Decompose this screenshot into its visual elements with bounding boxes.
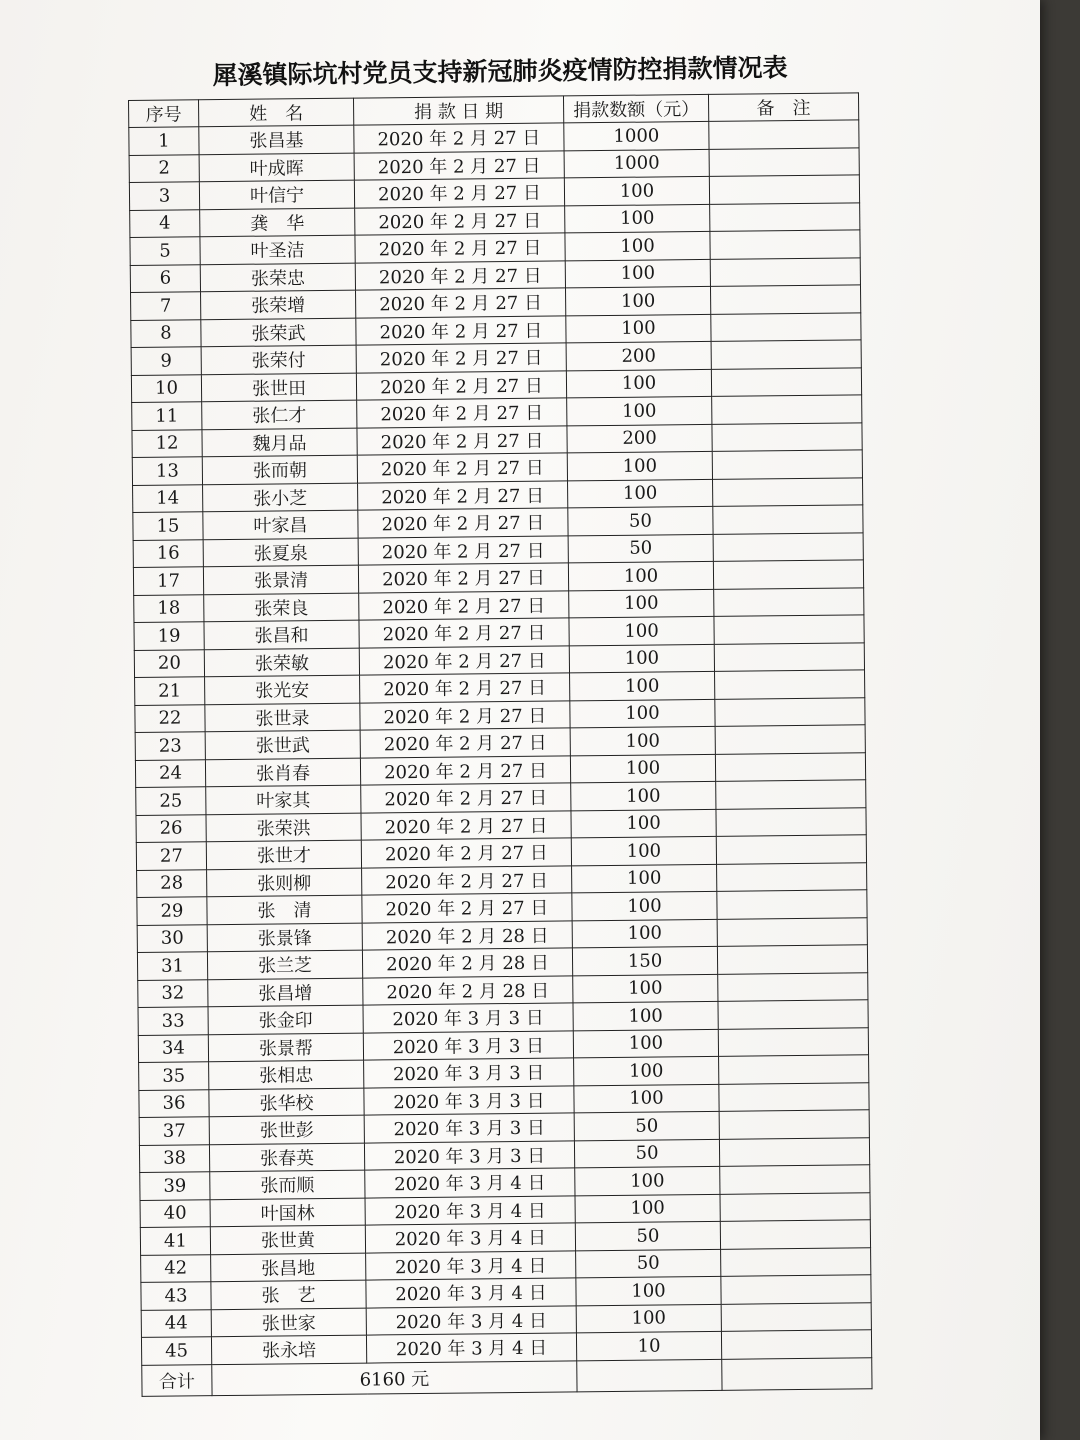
cell-index: 24 <box>135 759 205 787</box>
cell-note <box>717 917 867 946</box>
cell-index: 28 <box>137 869 207 897</box>
cell-date: 2020 年 3 月 4 日 <box>366 1305 576 1335</box>
cell-date: 2020 年 2 月 28 日 <box>362 948 572 978</box>
cell-name: 张景锋 <box>207 923 362 952</box>
cell-index: 27 <box>136 842 206 870</box>
cell-amount: 100 <box>571 781 716 810</box>
cell-date: 2020 年 2 月 27 日 <box>358 508 568 538</box>
cell-index: 37 <box>139 1117 209 1145</box>
cell-index: 44 <box>141 1309 211 1337</box>
cell-note <box>715 670 865 699</box>
cell-index: 20 <box>134 649 204 677</box>
cell-amount: 100 <box>570 671 715 700</box>
total-amount-blank <box>577 1359 722 1392</box>
cell-amount: 100 <box>569 616 714 645</box>
cell-amount: 100 <box>572 864 717 893</box>
cell-note <box>719 1055 869 1084</box>
cell-amount: 100 <box>570 726 715 755</box>
cell-date: 2020 年 2 月 27 日 <box>355 205 565 235</box>
cell-date: 2020 年 2 月 27 日 <box>360 673 570 703</box>
header-name: 姓 名 <box>199 98 354 127</box>
cell-note <box>715 752 865 781</box>
cell-index: 12 <box>132 429 202 457</box>
cell-date: 2020 年 3 月 3 日 <box>364 1113 574 1143</box>
cell-date: 2020 年 2 月 27 日 <box>356 315 566 345</box>
cell-date: 2020 年 2 月 27 日 <box>354 123 564 153</box>
cell-index: 9 <box>131 347 201 375</box>
cell-note <box>721 1275 871 1304</box>
cell-index: 26 <box>136 814 206 842</box>
cell-amount: 100 <box>567 451 712 480</box>
cell-note <box>721 1247 871 1276</box>
cell-name: 张夏泉 <box>203 538 358 567</box>
cell-name: 张仁才 <box>202 400 357 429</box>
cell-note <box>712 395 862 424</box>
cell-note <box>709 175 859 204</box>
cell-date: 2020 年 2 月 27 日 <box>357 453 567 483</box>
total-label: 合计 <box>142 1364 212 1396</box>
cell-date: 2020 年 2 月 27 日 <box>358 480 568 510</box>
cell-amount: 100 <box>567 396 712 425</box>
cell-note <box>719 1137 869 1166</box>
cell-amount: 100 <box>571 809 716 838</box>
cell-amount: 200 <box>567 424 712 453</box>
cell-index: 2 <box>129 154 199 182</box>
cell-amount: 100 <box>565 286 710 315</box>
cell-name: 龚 华 <box>200 208 355 237</box>
cell-amount: 100 <box>572 891 717 920</box>
cell-amount: 200 <box>566 341 711 370</box>
cell-date: 2020 年 2 月 27 日 <box>360 700 570 730</box>
cell-note <box>719 1082 869 1111</box>
cell-index: 43 <box>141 1282 211 1310</box>
cell-index: 41 <box>140 1227 210 1255</box>
cell-note <box>715 697 865 726</box>
cell-date: 2020 年 2 月 27 日 <box>361 783 571 813</box>
cell-note <box>716 780 866 809</box>
cell-note <box>719 1110 869 1139</box>
cell-name: 张世武 <box>205 730 360 759</box>
cell-date: 2020 年 3 月 3 日 <box>363 1030 573 1060</box>
cell-name: 张肖春 <box>205 758 360 787</box>
cell-note <box>710 257 860 286</box>
cell-index: 34 <box>138 1034 208 1062</box>
cell-amount: 10 <box>576 1331 721 1360</box>
cell-index: 45 <box>141 1337 211 1365</box>
cell-index: 13 <box>132 457 202 485</box>
cell-index: 14 <box>133 484 203 512</box>
cell-amount: 100 <box>573 1029 718 1058</box>
cell-amount: 100 <box>566 314 711 343</box>
header-note: 备 注 <box>708 93 858 122</box>
cell-name: 张世家 <box>211 1308 366 1337</box>
cell-name: 张世黄 <box>210 1225 365 1254</box>
cell-date: 2020 年 2 月 27 日 <box>355 233 565 263</box>
total-note-blank <box>722 1357 872 1390</box>
cell-note <box>713 505 863 534</box>
cell-date: 2020 年 3 月 3 日 <box>364 1140 574 1170</box>
cell-amount: 100 <box>574 1084 719 1113</box>
cell-note <box>718 1027 868 1056</box>
cell-name: 张荣良 <box>204 593 359 622</box>
cell-index: 29 <box>137 897 207 925</box>
cell-note <box>710 285 860 314</box>
cell-amount: 100 <box>574 1056 719 1085</box>
cell-date: 2020 年 3 月 3 日 <box>364 1085 574 1115</box>
cell-name: 张世录 <box>205 703 360 732</box>
cell-amount: 50 <box>568 506 713 535</box>
cell-amount: 100 <box>575 1194 720 1223</box>
cell-amount: 50 <box>575 1221 720 1250</box>
cell-index: 18 <box>134 594 204 622</box>
cell-name: 张 艺 <box>211 1280 366 1309</box>
cell-note <box>711 340 861 369</box>
cell-amount: 100 <box>566 369 711 398</box>
cell-note <box>710 202 860 231</box>
cell-date: 2020 年 2 月 27 日 <box>356 370 566 400</box>
cell-name: 张景帮 <box>208 1033 363 1062</box>
cell-name: 张华校 <box>209 1088 364 1117</box>
cell-date: 2020 年 3 月 4 日 <box>365 1195 575 1225</box>
cell-date: 2020 年 3 月 4 日 <box>366 1250 576 1280</box>
cell-note <box>711 312 861 341</box>
cell-note <box>714 615 864 644</box>
cell-date: 2020 年 2 月 28 日 <box>363 975 573 1005</box>
cell-note <box>709 147 859 176</box>
cell-date: 2020 年 3 月 3 日 <box>363 1003 573 1033</box>
cell-date: 2020 年 2 月 27 日 <box>354 150 564 180</box>
cell-date: 2020 年 2 月 27 日 <box>354 178 564 208</box>
cell-date: 2020 年 2 月 27 日 <box>356 288 566 318</box>
cell-name: 张景清 <box>203 565 358 594</box>
cell-note <box>720 1192 870 1221</box>
cell-note <box>715 725 865 754</box>
cell-name: 张兰芝 <box>207 950 362 979</box>
cell-amount: 100 <box>569 589 714 618</box>
cell-name: 张小芝 <box>203 483 358 512</box>
cell-date: 2020 年 2 月 27 日 <box>359 618 569 648</box>
cell-name: 张荣付 <box>201 345 356 374</box>
cell-index: 17 <box>133 567 203 595</box>
cell-date: 2020 年 2 月 27 日 <box>361 838 571 868</box>
cell-name: 张荣忠 <box>200 263 355 292</box>
cell-amount: 100 <box>571 836 716 865</box>
cell-name: 叶家昌 <box>203 510 358 539</box>
cell-name: 张金印 <box>208 1005 363 1034</box>
cell-name: 张而朝 <box>202 455 357 484</box>
cell-amount: 100 <box>575 1166 720 1195</box>
cell-date: 2020 年 2 月 27 日 <box>359 590 569 620</box>
cell-name: 张世彭 <box>209 1115 364 1144</box>
cell-name: 叶圣洁 <box>200 235 355 264</box>
cell-index: 42 <box>141 1254 211 1282</box>
cell-note <box>717 890 867 919</box>
cell-date: 2020 年 2 月 27 日 <box>360 728 570 758</box>
cell-date: 2020 年 3 月 4 日 <box>365 1223 575 1253</box>
cell-date: 2020 年 2 月 27 日 <box>362 893 572 923</box>
cell-name: 张荣增 <box>201 290 356 319</box>
cell-amount: 50 <box>568 534 713 563</box>
cell-name: 张昌地 <box>211 1253 366 1282</box>
cell-note <box>714 587 864 616</box>
cell-note <box>718 1000 868 1029</box>
cell-name: 张永培 <box>211 1335 366 1364</box>
table-body <box>129 120 872 1365</box>
cell-index: 10 <box>131 374 201 402</box>
header-amount: 捐款数额（元） <box>563 94 708 123</box>
cell-name: 张光安 <box>205 675 360 704</box>
cell-index: 33 <box>138 1007 208 1035</box>
header-index: 序号 <box>129 100 199 128</box>
cell-index: 4 <box>130 209 200 237</box>
cell-note <box>712 477 862 506</box>
cell-index: 39 <box>140 1172 210 1200</box>
cell-index: 38 <box>139 1144 209 1172</box>
cell-date: 2020 年 2 月 27 日 <box>357 398 567 428</box>
cell-amount: 150 <box>572 946 717 975</box>
cell-amount: 100 <box>565 259 710 288</box>
cell-index: 11 <box>132 402 202 430</box>
total-row <box>142 1357 872 1396</box>
cell-index: 31 <box>137 952 207 980</box>
cell-date: 2020 年 2 月 27 日 <box>359 645 569 675</box>
cell-note <box>721 1330 871 1359</box>
cell-amount: 100 <box>570 754 715 783</box>
cell-date: 2020 年 3 月 3 日 <box>364 1058 574 1088</box>
cell-amount: 100 <box>576 1304 721 1333</box>
cell-amount: 100 <box>573 1001 718 1030</box>
cell-note <box>713 532 863 561</box>
cell-note <box>716 835 866 864</box>
cell-index: 7 <box>131 292 201 320</box>
cell-index: 32 <box>138 979 208 1007</box>
cell-note <box>720 1220 870 1249</box>
cell-index: 19 <box>134 622 204 650</box>
cell-index: 8 <box>131 319 201 347</box>
cell-note <box>712 450 862 479</box>
cell-name: 张荣敏 <box>204 648 359 677</box>
cell-date: 2020 年 3 月 4 日 <box>365 1168 575 1198</box>
cell-name: 张昌基 <box>199 125 354 154</box>
cell-index: 5 <box>130 237 200 265</box>
cell-name: 叶成晖 <box>199 153 354 182</box>
cell-index: 22 <box>135 704 205 732</box>
total-value: 6160 元 <box>212 1360 577 1395</box>
cell-amount: 1000 <box>564 121 709 150</box>
cell-note <box>714 642 864 671</box>
cell-index: 21 <box>135 677 205 705</box>
cell-name: 张昌增 <box>208 978 363 1007</box>
cell-index: 15 <box>133 512 203 540</box>
cell-note <box>710 230 860 259</box>
cell-amount: 100 <box>572 919 717 948</box>
cell-name: 张 清 <box>207 895 362 924</box>
cell-amount: 1000 <box>564 149 709 178</box>
cell-amount: 100 <box>565 204 710 233</box>
cell-index: 30 <box>137 924 207 952</box>
cell-name: 魏月品 <box>202 428 357 457</box>
cell-amount: 100 <box>573 974 718 1003</box>
cell-name: 张荣洪 <box>206 813 361 842</box>
cell-amount: 100 <box>568 561 713 590</box>
cell-name: 张世才 <box>206 840 361 869</box>
cell-date: 2020 年 2 月 27 日 <box>358 563 568 593</box>
cell-amount: 50 <box>574 1139 719 1168</box>
cell-date: 2020 年 2 月 27 日 <box>360 755 570 785</box>
donation-table <box>128 92 873 1396</box>
cell-index: 23 <box>135 732 205 760</box>
cell-amount: 50 <box>574 1111 719 1140</box>
cell-amount: 50 <box>576 1249 721 1278</box>
cell-note <box>717 945 867 974</box>
cell-date: 2020 年 2 月 27 日 <box>358 535 568 565</box>
cell-amount: 100 <box>565 231 710 260</box>
cell-date: 2020 年 2 月 28 日 <box>362 920 572 950</box>
cell-note <box>718 972 868 1001</box>
cell-date: 2020 年 2 月 27 日 <box>361 810 571 840</box>
cell-name: 叶国林 <box>210 1198 365 1227</box>
cell-name: 张昌和 <box>204 620 359 649</box>
cell-date: 2020 年 2 月 27 日 <box>357 425 567 455</box>
cell-date: 2020 年 2 月 27 日 <box>356 343 566 373</box>
cell-date: 2020 年 3 月 4 日 <box>366 1333 576 1363</box>
cell-amount: 100 <box>569 644 714 673</box>
cell-index: 6 <box>130 264 200 292</box>
cell-note <box>721 1302 871 1331</box>
cell-name: 张春英 <box>209 1143 364 1172</box>
cell-name: 叶信宁 <box>199 180 354 209</box>
cell-note <box>709 120 859 149</box>
cell-note <box>717 862 867 891</box>
cell-date: 2020 年 2 月 27 日 <box>355 260 565 290</box>
cell-index: 36 <box>139 1089 209 1117</box>
cell-index: 16 <box>133 539 203 567</box>
cell-note <box>713 560 863 589</box>
cell-amount: 100 <box>576 1276 721 1305</box>
cell-name: 张相忠 <box>209 1060 364 1089</box>
cell-name: 张世田 <box>201 373 356 402</box>
cell-date: 2020 年 2 月 27 日 <box>362 865 572 895</box>
cell-name: 张则柳 <box>207 868 362 897</box>
cell-amount: 100 <box>564 176 709 205</box>
cell-amount: 100 <box>568 479 713 508</box>
header-date: 捐 款 日 期 <box>353 96 563 125</box>
cell-note <box>720 1165 870 1194</box>
cell-date: 2020 年 3 月 4 日 <box>366 1278 576 1308</box>
cell-name: 张而顺 <box>210 1170 365 1199</box>
cell-index: 35 <box>139 1062 209 1090</box>
cell-index: 25 <box>136 787 206 815</box>
cell-index: 1 <box>129 127 199 155</box>
cell-amount: 100 <box>570 699 715 728</box>
cell-index: 40 <box>140 1199 210 1227</box>
document-title: 犀溪镇际坑村党员支持新冠肺炎疫情防控捐款情况表 <box>212 52 788 91</box>
cell-name: 叶家其 <box>206 785 361 814</box>
cell-note <box>716 807 866 836</box>
cell-note <box>711 367 861 396</box>
cell-index: 3 <box>129 182 199 210</box>
cell-note <box>712 422 862 451</box>
cell-name: 张荣武 <box>201 318 356 347</box>
